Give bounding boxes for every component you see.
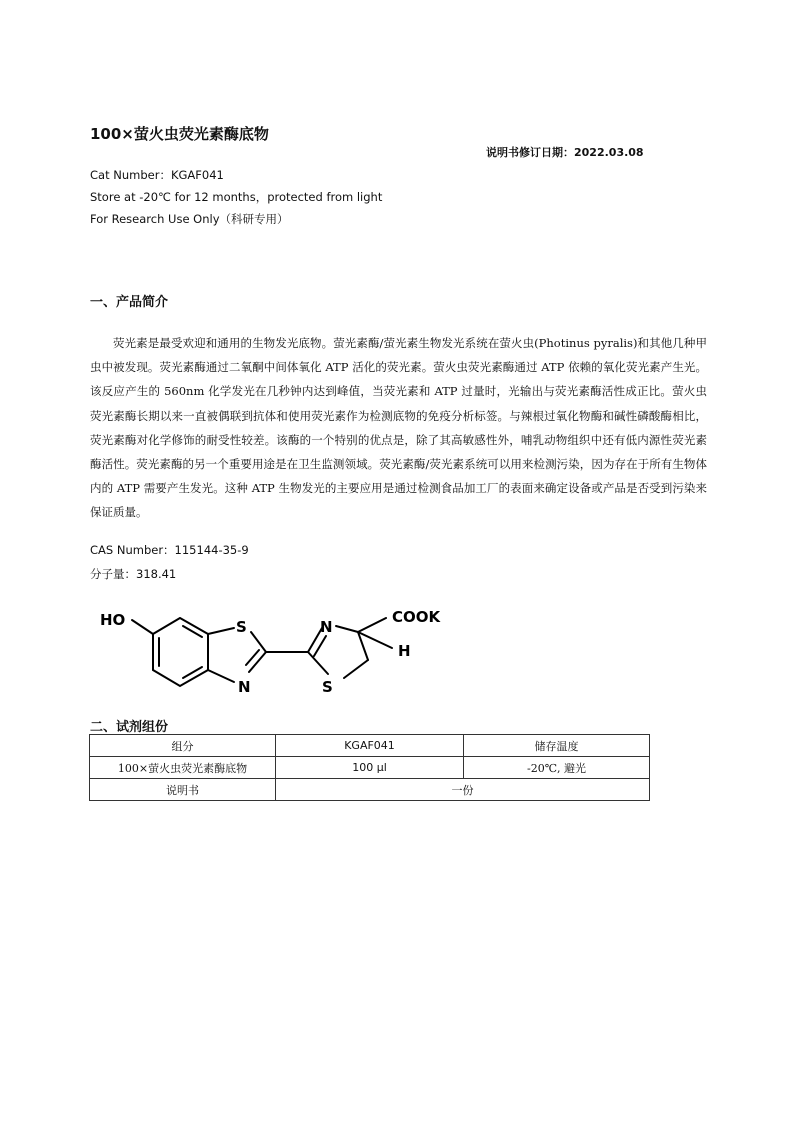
table-cell: 一份 bbox=[276, 779, 650, 801]
table-cell: -20℃, 避光 bbox=[464, 757, 650, 779]
table-cell: 100×萤火虫荧光素酶底物 bbox=[90, 757, 276, 779]
molecular-weight: 分子量：318.41 bbox=[90, 567, 177, 581]
revision-date: 说明书修订日期：2022.03.08 bbox=[486, 146, 644, 159]
page-title: 100×萤火虫荧光素酶底物 bbox=[90, 125, 269, 143]
table-cell: 说明书 bbox=[90, 779, 276, 801]
structure-label-s2: S bbox=[322, 678, 333, 696]
table-row bbox=[90, 779, 650, 801]
structure-label-n1: N bbox=[238, 678, 251, 696]
table-row bbox=[90, 757, 650, 779]
table-header-catalog: KGAF041 bbox=[276, 735, 464, 757]
research-use-note: For Research Use Only（科研专用） bbox=[90, 212, 289, 226]
intro-paragraph: 荧光素是最受欢迎和通用的生物发光底物。萤光素酶/萤光素生物发光系统在萤火虫(Photinus pyralis)和其他几种甲虫中被发现。荧光素酶通过二氧酮中间体氧化 ATP 活化的荧光素。萤火虫荧光素酶通过 ATP 依赖的氧化荧光素产生光。该反应产生的 560nm 化学发光在几秒钟内达到峰值，当荧光素和 ATP 过量时，光输出与荧光素酶活性成正比。萤火虫荧光素酶长期以来一直被偶联到抗体和使用荧光素作为检测底物的免疫分析标签。与辣根过氧化物酶和碱性磷酸酶相比，荧光素酶对化学修饰的耐受性较差。该酶的一个特别的优点是，除了其高敏感性外，哺乳动物组织中还有低内源性荧光素酶活性。荧光素酶的另一个重要用途是在卫生监测领域。荧光素酶/荧光素系统可以用来检测污染，因为存在于所有生物体内的 ATP 需要产生发光。这种 ATP 生物发光的主要应用是通过检测食品加工厂的表面来确定设备或产品是否受到污染来保证质量。 bbox=[90, 336, 707, 520]
table-header-storage: 储存温度 bbox=[464, 735, 650, 757]
table-header-component: 组分 bbox=[90, 735, 276, 757]
table-cell: 100 μl bbox=[276, 757, 464, 779]
reagent-table bbox=[89, 734, 650, 801]
table-row bbox=[90, 735, 650, 757]
structure-label-n2: N bbox=[320, 618, 333, 636]
structure-label-ho: HO bbox=[100, 611, 126, 629]
section-heading-reagents: 二、试剂组份 bbox=[90, 720, 169, 735]
structure-label-cook: COOK bbox=[392, 608, 441, 626]
structure-bonds bbox=[132, 618, 392, 686]
structure-label-s1: S bbox=[236, 618, 247, 636]
storage-info: Store at -20℃ for 12 months，protected from light bbox=[90, 190, 383, 204]
structure-label-h: H bbox=[398, 642, 411, 660]
cas-number: CAS Number：115144-35-9 bbox=[90, 543, 249, 557]
section-heading-intro: 一、产品简介 bbox=[90, 295, 169, 310]
chemical-structure bbox=[96, 598, 456, 698]
cat-number: Cat Number：KGAF041 bbox=[90, 168, 224, 182]
